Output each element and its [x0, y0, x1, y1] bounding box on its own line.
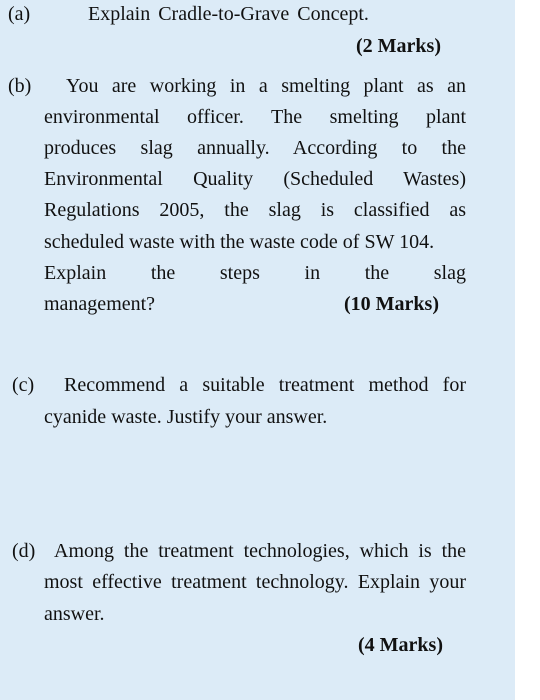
question-d-line-3: answer. — [44, 603, 105, 625]
question-b-line-3: produces slag annually. According to the — [44, 137, 466, 159]
question-b-label: (b) — [8, 75, 32, 97]
question-b-line-2: environmental officer. The smelting plant — [44, 106, 466, 128]
question-c-label: (c) — [12, 374, 35, 396]
question-a-label: (a) — [8, 3, 31, 25]
question-d-line-2: most effective treatment technology. Explain your — [44, 571, 466, 593]
question-b-line-7: Explain the steps in the slag — [44, 262, 466, 284]
question-b-marks: (10 Marks) — [344, 293, 439, 315]
question-b-line-1: You are working in a smelting plant as an — [66, 75, 466, 97]
question-c-line-2: cyanide waste. Justify your answer. — [44, 406, 328, 428]
question-b-line-8: management? — [44, 293, 156, 315]
question-b-line-6: scheduled waste with the waste code of SW 104. — [44, 231, 435, 253]
question-a-marks: (2 Marks) — [356, 35, 441, 57]
question-d-marks: (4 Marks) — [358, 634, 443, 656]
question-b-line-5: Regulations 2005, the slag is classified as — [44, 199, 466, 221]
question-c-line-1: Recommend a suitable treatment method for — [64, 374, 466, 396]
question-d-label: (d) — [12, 540, 36, 562]
question-d-line-1: Among the treatment technologies, which is the — [54, 540, 466, 562]
question-a-text: Explain Cradle-to-Grave Concept. — [88, 3, 369, 25]
question-b-line-4: Environmental Quality (Scheduled Wastes) — [44, 168, 466, 190]
